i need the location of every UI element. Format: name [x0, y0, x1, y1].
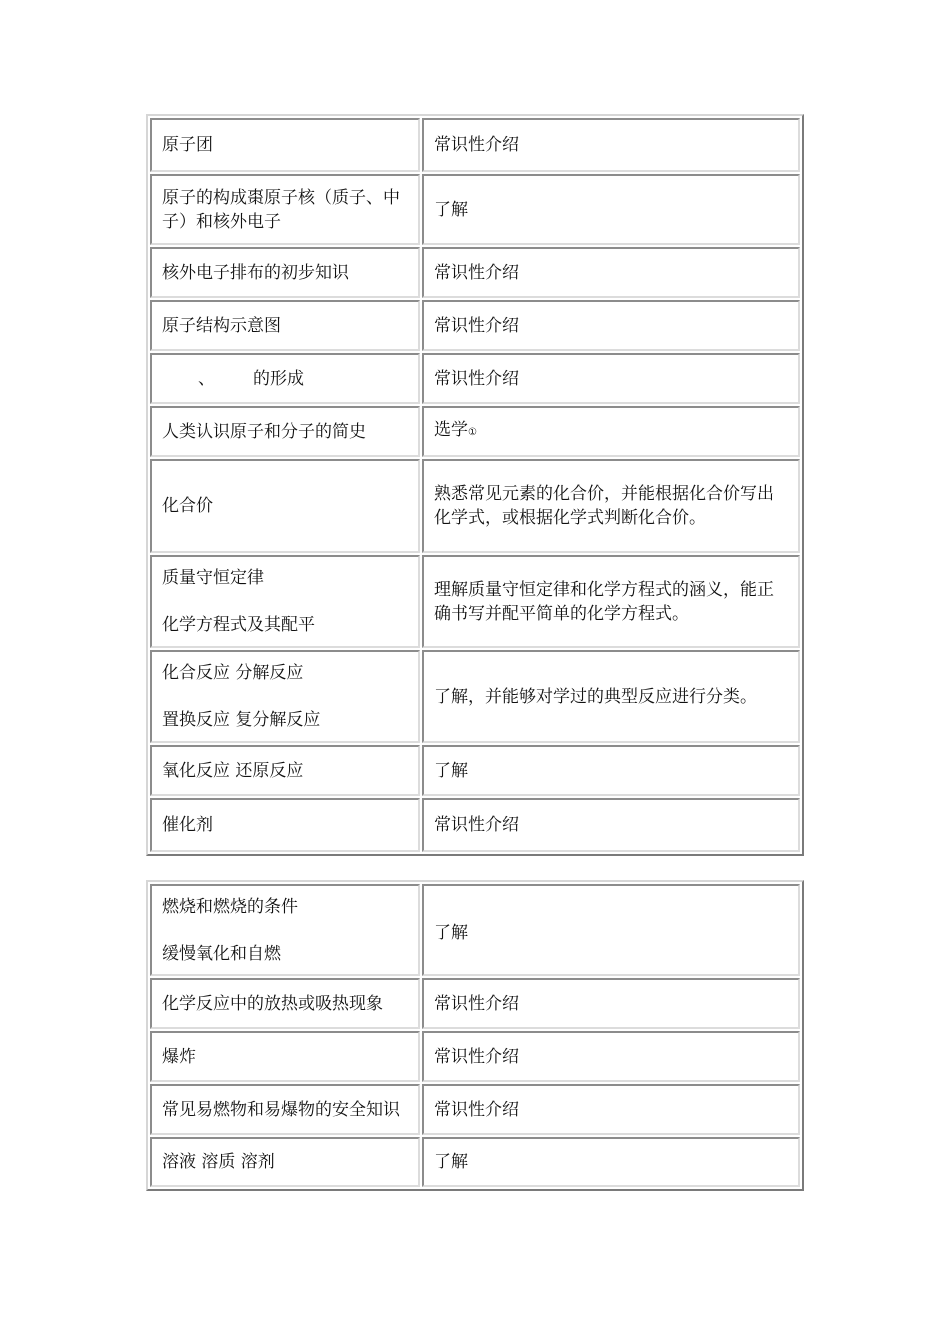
footnote-marker: ① [468, 427, 477, 438]
table-row [150, 1137, 800, 1187]
requirement-cell: 了解，并能够对学过的典型反应进行分类。 [422, 650, 800, 743]
topic-cell: 爆炸 [150, 1031, 420, 1082]
table-row [150, 1084, 800, 1135]
table-row [150, 745, 800, 796]
topic-line: 化学方程式及其配平 [162, 615, 315, 635]
requirement-cell: 常识性介绍 [422, 1084, 800, 1135]
requirement-cell: 常识性介绍 [422, 247, 800, 298]
requirement-cell: 常识性介绍 [422, 798, 800, 852]
topic-line: 置换反应 复分解反应 [162, 710, 321, 730]
topic-cell: 氧化反应 还原反应 [150, 745, 420, 796]
requirement-cell: 常识性介绍 [422, 353, 800, 404]
table-row [150, 118, 800, 172]
curriculum-table-1 [146, 114, 804, 856]
topic-cell: 常见易燃物和易爆物的安全知识 [150, 1084, 420, 1135]
topic-line: 化合反应 分解反应 [162, 663, 304, 683]
table-row [150, 247, 800, 298]
requirement-cell: 常识性介绍 [422, 118, 800, 172]
requirement-cell: 常识性介绍 [422, 300, 800, 351]
requirement-cell: 常识性介绍 [422, 1031, 800, 1082]
curriculum-table-2 [146, 880, 804, 1191]
table-row [150, 884, 800, 976]
topic-text: 的形成 [253, 368, 304, 389]
topic-cell: 催化剂 [150, 798, 420, 852]
topic-cell: 化学反应中的放热或吸热现象 [150, 978, 420, 1029]
table-row [150, 798, 800, 852]
topic-cell: 人类认识原子和分子的简史 [150, 406, 420, 457]
requirement-cell: 了解 [422, 884, 800, 976]
requirement-cell: 理解质量守恒定律和化学方程式的涵义，能正确书写并配平简单的化学方程式。 [422, 555, 800, 648]
topic-cell [150, 884, 420, 976]
requirement-cell: 常识性介绍 [422, 978, 800, 1029]
table-row [150, 174, 800, 245]
table-row [150, 555, 800, 648]
topic-cell [150, 555, 420, 648]
topic-line: 燃烧和燃烧的条件 [162, 896, 298, 917]
table-row [150, 650, 800, 743]
topic-cell [150, 650, 420, 743]
topic-cell [150, 353, 420, 404]
topic-cell: 原子团 [150, 118, 420, 172]
requirement-cell [422, 406, 800, 457]
requirement-cell: 了解 [422, 174, 800, 245]
topic-separator: 、 [198, 368, 215, 389]
table-row [150, 459, 800, 553]
table-row [150, 300, 800, 351]
topic-cell: 溶液 溶质 溶剂 [150, 1137, 420, 1187]
topic-cell: 原子结构示意图 [150, 300, 420, 351]
topic-line: 缓慢氧化和自燃 [162, 943, 281, 964]
requirement-cell: 了解 [422, 745, 800, 796]
table-row [150, 1031, 800, 1082]
topic-line: 质量守恒定律 [162, 568, 264, 588]
topic-cell: 原子的构成棗原子核（质子、中子）和核外电子 [150, 174, 420, 245]
requirement-cell: 熟悉常见元素的化合价，并能根据化合价写出化学式，或根据化学式判断化合价。 [422, 459, 800, 553]
table-row [150, 353, 800, 404]
table-row [150, 978, 800, 1029]
table-row [150, 406, 800, 457]
topic-cell: 化合价 [150, 459, 420, 553]
requirement-text: 选学 [434, 420, 468, 440]
requirement-cell: 了解 [422, 1137, 800, 1187]
topic-cell: 核外电子排布的初步知识 [150, 247, 420, 298]
